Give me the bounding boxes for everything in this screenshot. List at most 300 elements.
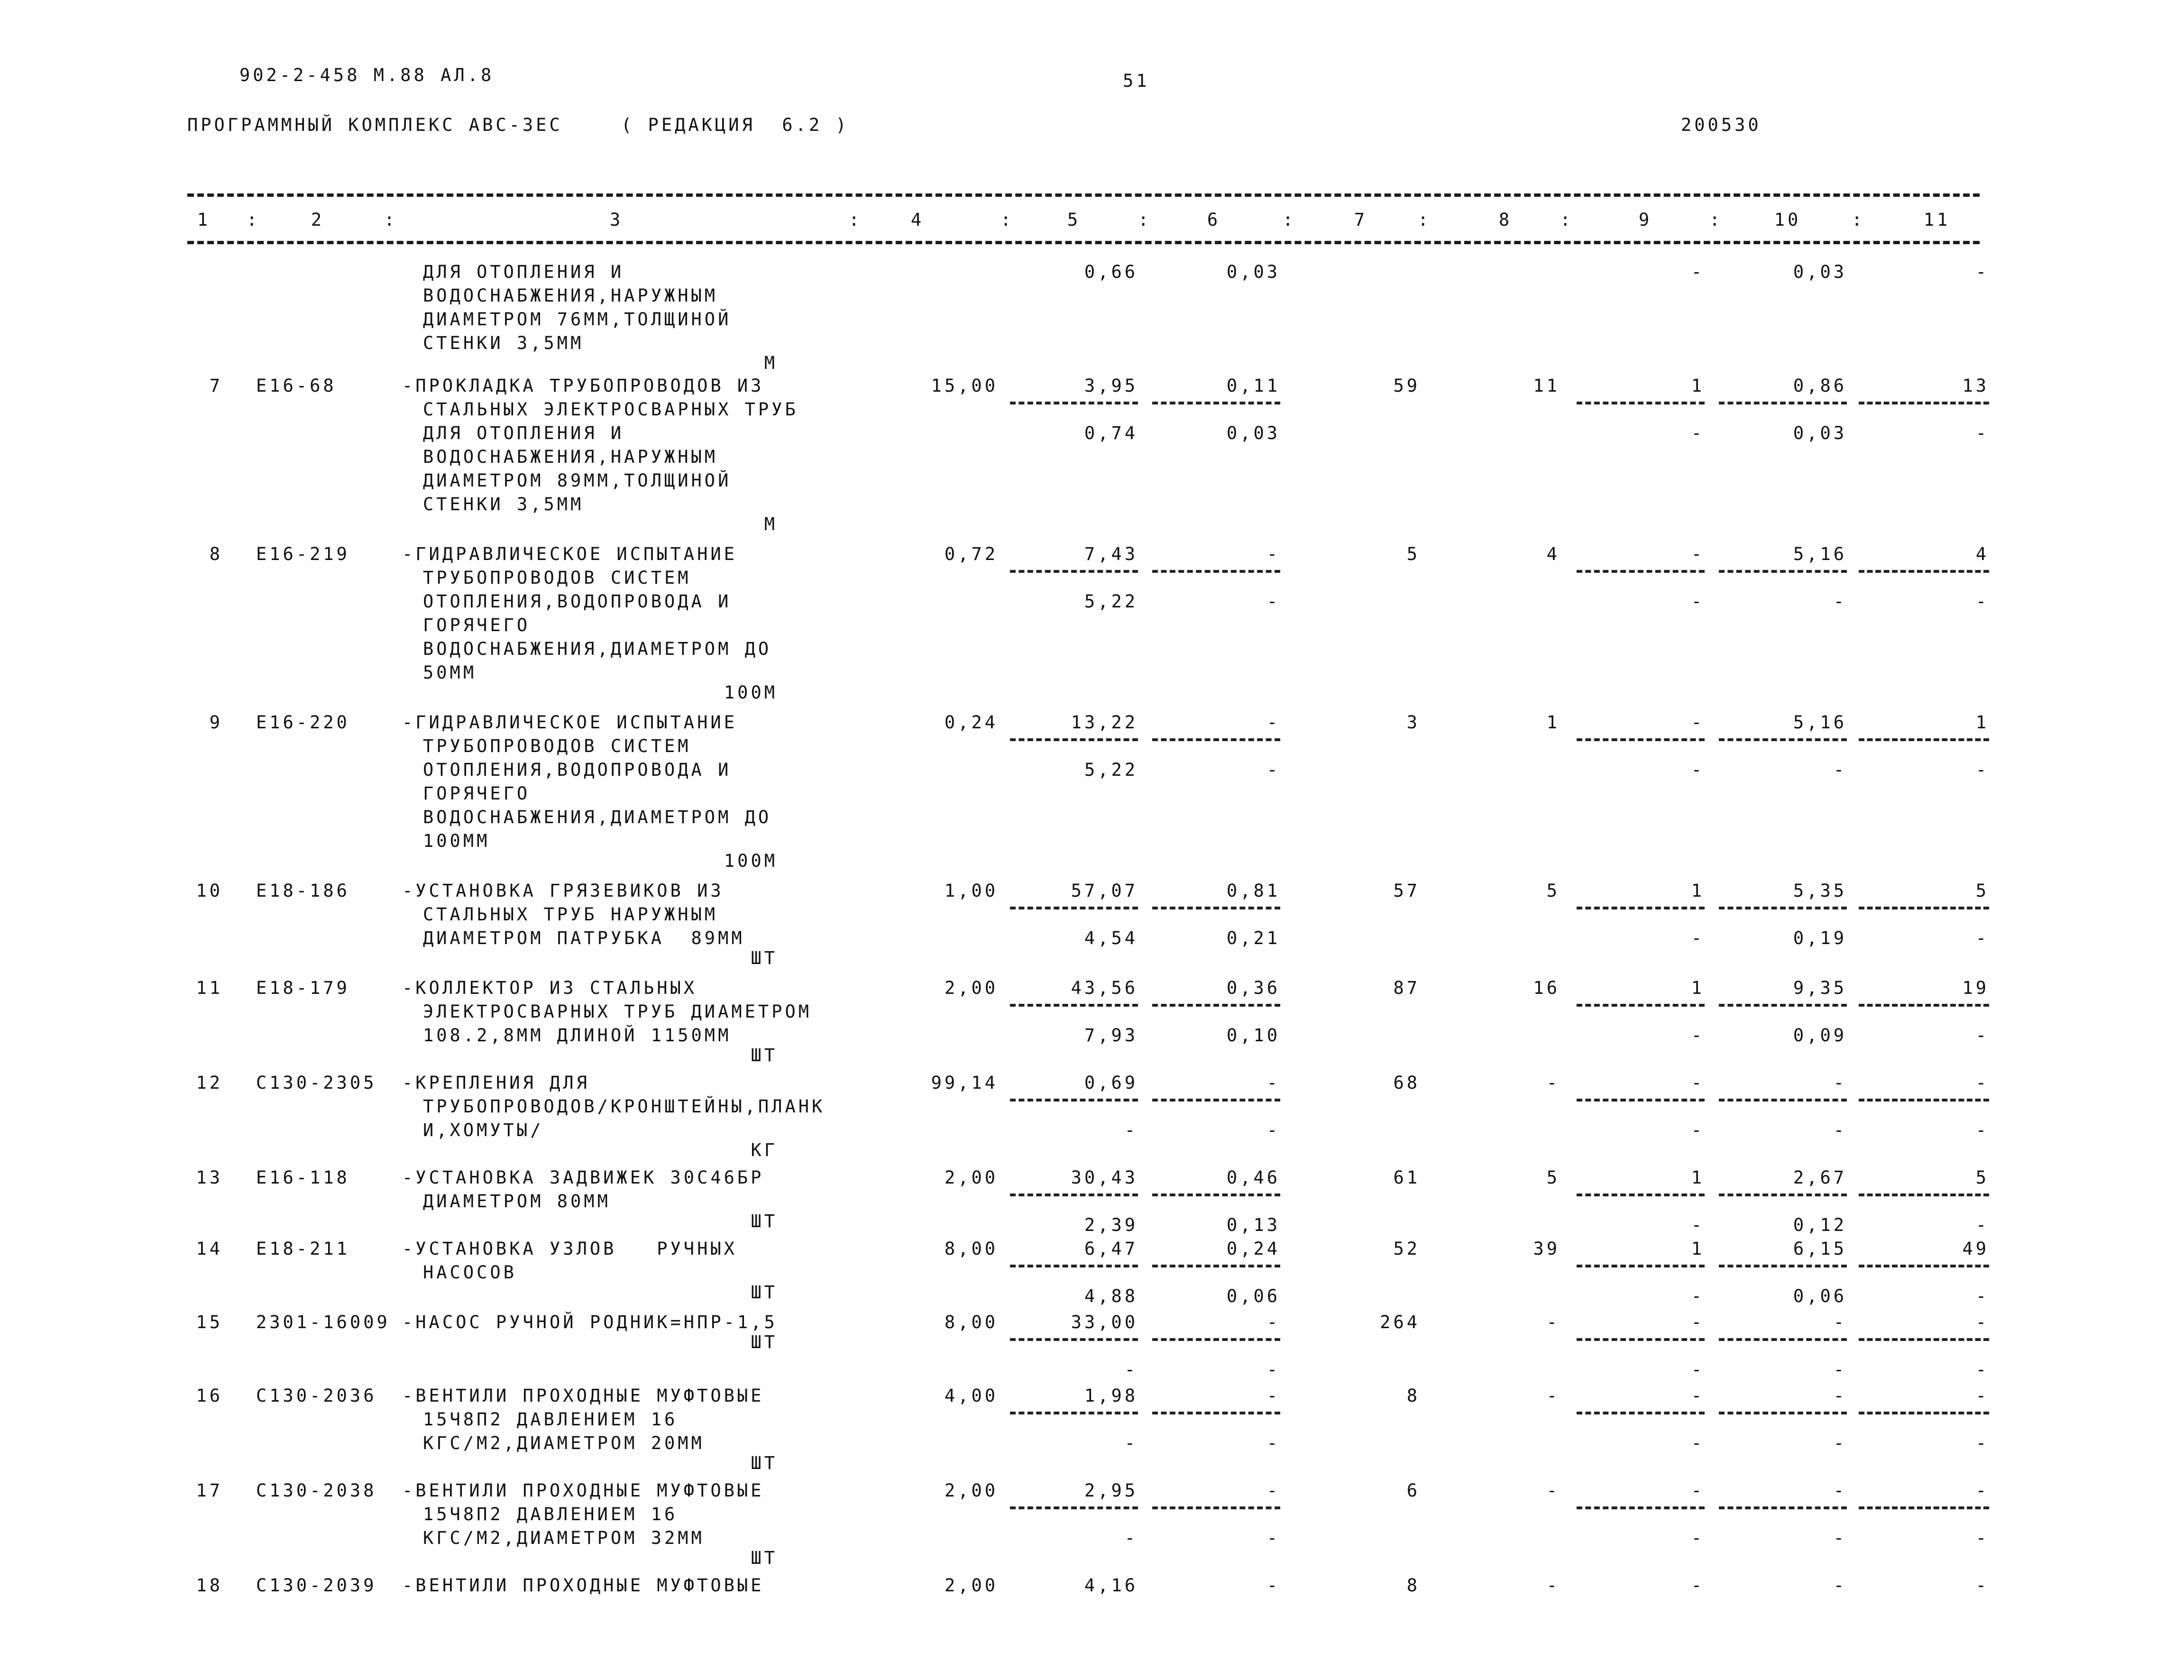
cell-divider [1577, 1193, 1705, 1196]
cell-divider [1010, 1338, 1138, 1341]
cell-divider [1152, 1338, 1280, 1341]
value-c5: 3,95 [1084, 376, 1138, 396]
row-number: 10 [196, 881, 223, 901]
value-c6b: - [1266, 1359, 1280, 1380]
quantity: 8,00 [944, 1239, 998, 1259]
description-line: 50ММ [423, 662, 477, 683]
cell-divider [1719, 1099, 1847, 1102]
description-line: -ВЕНТИЛИ ПРОХОДНЫЕ МУФТОВЫЕ [402, 1386, 764, 1406]
column-separator: : [247, 210, 260, 230]
value-c9: - [1691, 1073, 1705, 1093]
description-line: ТРУБОПРОВОДОВ СИСТЕМ [423, 736, 691, 756]
cell-divider [1152, 402, 1280, 404]
quantity: 2,00 [944, 1575, 998, 1596]
cell-divider [1859, 1265, 1989, 1267]
quantity: 8,00 [944, 1312, 998, 1332]
value-c10b: - [1833, 760, 1847, 780]
value-c8: - [1546, 1073, 1560, 1093]
value-c8: 5 [1546, 1167, 1560, 1188]
table-top-rule [187, 193, 1980, 197]
value-c11b: - [1975, 760, 1989, 780]
cell-divider [1719, 1265, 1847, 1267]
row-code: Е18-186 [256, 881, 350, 901]
value-c9b: - [1691, 1215, 1705, 1235]
row-code: Е16-219 [256, 544, 350, 564]
column-header-4: 4 [910, 210, 925, 230]
value-c5: 33,00 [1071, 1312, 1138, 1332]
value-c9b: - [1691, 423, 1705, 443]
description-line: ТРУБОПРОВОДОВ СИСТЕМ [423, 568, 691, 588]
value-c5b: 2,39 [1084, 1215, 1138, 1235]
value-c9b: - [1691, 1120, 1705, 1140]
cell-divider [1577, 738, 1705, 741]
value-c9: - [1691, 1312, 1705, 1332]
value-c5b: - [1124, 1359, 1138, 1380]
value-c8: 4 [1546, 544, 1560, 564]
cell-divider [1010, 1193, 1138, 1196]
quantity: 99,14 [931, 1073, 998, 1093]
description-line: -НАСОС РУЧНОЙ РОДНИК=НПР-1,5 [402, 1312, 778, 1332]
value-c10: 9,35 [1793, 978, 1847, 998]
cell-divider [1719, 1412, 1847, 1414]
cell-divider [1719, 570, 1847, 573]
cell-divider [1719, 1193, 1847, 1196]
cell-divider [1577, 1004, 1705, 1007]
description-line: ВОДОСНАБЖЕНИЯ,ДИАМЕТРОМ ДО [423, 807, 772, 827]
value-c5: 57,07 [1071, 881, 1138, 901]
column-separator: : [1852, 210, 1865, 230]
row-number: 15 [196, 1312, 223, 1332]
value-c10: 6,15 [1793, 1239, 1847, 1259]
cell-divider [1152, 1004, 1280, 1007]
cell-divider [1577, 402, 1705, 404]
cell-divider [1152, 907, 1280, 909]
unit-label: 100М [724, 682, 778, 703]
unit-label: ШТ [751, 1453, 778, 1473]
value-c6: - [1266, 1386, 1280, 1406]
value-c5b: 5,22 [1084, 760, 1138, 780]
value-c9: 1 [1691, 978, 1705, 998]
column-separator: : [849, 210, 863, 230]
value-c9: 1 [1691, 1167, 1705, 1188]
value-c11b: - [1975, 591, 1989, 612]
value-c11: - [1975, 1073, 1989, 1093]
value-c9: - [1691, 544, 1705, 564]
quantity: 2,00 [944, 1167, 998, 1188]
value-c6: 0,24 [1226, 1239, 1280, 1259]
value-c9b: - [1691, 760, 1705, 780]
table-header-rule [187, 241, 1980, 244]
value-c5b: 4,88 [1084, 1286, 1138, 1306]
description-line: ГОРЯЧЕГО [423, 615, 531, 635]
row-code: Е16-118 [256, 1167, 350, 1188]
description-line: 108.2,8ММ ДЛИНОЙ 1150ММ [423, 1025, 732, 1046]
unit-label: М [764, 514, 778, 534]
quantity: 0,72 [944, 544, 998, 564]
value-c8: 1 [1546, 712, 1560, 733]
description-line: ДЛЯ ОТОПЛЕНИЯ И [423, 262, 624, 282]
value-c9b: - [1691, 1359, 1705, 1380]
value-c5: 4,16 [1084, 1575, 1138, 1596]
cell-divider [1859, 1506, 1989, 1509]
value-c10b: - [1833, 1528, 1847, 1548]
value-c7: 8 [1406, 1386, 1420, 1406]
value-c9: 1 [1691, 881, 1705, 901]
value-c8: - [1546, 1480, 1560, 1501]
quantity: 15,00 [931, 376, 998, 396]
cell-divider [1152, 1265, 1280, 1267]
row-number: 7 [209, 376, 223, 396]
value-c7: 3 [1406, 712, 1420, 733]
row-number: 18 [196, 1575, 223, 1596]
value-c6: 0,11 [1226, 376, 1280, 396]
value-c11: 5 [1975, 1167, 1989, 1188]
row-code: Е16-68 [256, 376, 337, 396]
description-line: -УСТАНОВКА ГРЯЗЕВИКОВ ИЗ [402, 881, 724, 901]
value-c7: 264 [1380, 1312, 1420, 1332]
column-header-7: 7 [1354, 210, 1368, 230]
description-line: ГОРЯЧЕГО [423, 783, 531, 804]
row-code: С130-2305 [256, 1073, 377, 1093]
value-c6: 0,81 [1226, 881, 1280, 901]
description-line: -КОЛЛЕКТОР ИЗ СТАЛЬНЫХ [402, 978, 697, 998]
value-c11: 19 [1962, 978, 1989, 998]
column-separator: : [1418, 210, 1432, 230]
unit-label: ШТ [751, 948, 778, 968]
column-header-10: 10 [1774, 210, 1801, 230]
cell-divider [1010, 738, 1138, 741]
value-c6b: 0,21 [1226, 928, 1280, 948]
cell-divider [1152, 738, 1280, 741]
value-c8: 39 [1533, 1239, 1560, 1259]
value-c6b: 0,03 [1226, 423, 1280, 443]
program-name: ПРОГРАММНЫЙ КОМПЛЕКС АВС-3ЕС [187, 115, 563, 135]
description-line: ВОДОСНАБЖЕНИЯ,НАРУЖНЫМ [423, 285, 718, 306]
value-c11b: - [1975, 423, 1989, 443]
value-c10b: - [1833, 591, 1847, 612]
value-c9b: - [1691, 1025, 1705, 1046]
value-c7: 59 [1393, 376, 1420, 396]
value-c11: 4 [1975, 544, 1989, 564]
column-header-5: 5 [1067, 210, 1081, 230]
description-line: СТЕНКИ 3,5ММ [423, 333, 584, 353]
value-c5b: 7,93 [1084, 1025, 1138, 1046]
description-line: ВОДОСНАБЖЕНИЯ,НАРУЖНЫМ [423, 447, 718, 467]
description-line: 15Ч8П2 ДАВЛЕНИЕМ 16 [423, 1504, 678, 1524]
value-c6b: - [1266, 591, 1280, 612]
row-code: С130-2038 [256, 1480, 377, 1501]
value-c9: 1 [1691, 1239, 1705, 1259]
value-c9: - [1691, 712, 1705, 733]
cell-divider [1719, 1338, 1847, 1341]
cell-divider [1010, 1004, 1138, 1007]
cell-divider [1859, 1338, 1989, 1341]
value-c7: 87 [1393, 978, 1420, 998]
cell-divider [1577, 1265, 1705, 1267]
value-c5: 0,66 [1084, 262, 1138, 282]
description-line: -УСТАНОВКА ЗАДВИЖЕК 30С46БР [402, 1167, 764, 1188]
cell-divider [1577, 1338, 1705, 1341]
value-c6b: - [1266, 1528, 1280, 1548]
value-c10b: - [1833, 1433, 1847, 1453]
value-c11b: - [1975, 1215, 1989, 1235]
description-line: ТРУБОПРОВОДОВ/КРОНШТЕЙНЫ,ПЛАНК [423, 1096, 826, 1117]
description-line: -ПРОКЛАДКА ТРУБОПРОВОДОВ ИЗ [402, 376, 764, 396]
row-code: Е16-220 [256, 712, 350, 733]
description-line: ДИАМЕТРОМ 80ММ [423, 1191, 611, 1212]
row-code: Е18-179 [256, 978, 350, 998]
cell-divider [1010, 1506, 1138, 1509]
value-c11: - [1975, 1312, 1989, 1332]
value-c9b: - [1691, 928, 1705, 948]
column-header-11: 11 [1923, 210, 1951, 230]
cell-divider [1152, 1193, 1280, 1196]
description-line: -ГИДРАВЛИЧЕСКОЕ ИСПЫТАНИЕ [402, 712, 737, 733]
cell-divider [1859, 738, 1989, 741]
value-c5: 13,22 [1071, 712, 1138, 733]
program-edition: ( РЕДАКЦИЯ 6.2 ) [621, 115, 849, 135]
description-line: СТАЛЬНЫХ ЭЛЕКТРОСВАРНЫХ ТРУБ [423, 399, 798, 420]
value-c9: 1 [1691, 376, 1705, 396]
row-number: 16 [196, 1386, 223, 1406]
cell-divider [1719, 738, 1847, 741]
unit-label: М [764, 353, 778, 373]
description-line: ДИАМЕТРОМ 76ММ,ТОЛЩИНОЙ [423, 309, 732, 330]
unit-label: ШТ [751, 1332, 778, 1352]
column-separator: : [1560, 210, 1574, 230]
value-c8: - [1546, 1386, 1560, 1406]
value-c10: 5,16 [1793, 544, 1847, 564]
value-c6b: 0,13 [1226, 1215, 1280, 1235]
description-line: 100ММ [423, 831, 490, 851]
value-c11: 1 [1975, 712, 1989, 733]
cell-divider [1010, 1099, 1138, 1102]
value-c11b: - [1975, 1286, 1989, 1306]
value-c10: - [1833, 1480, 1847, 1501]
cell-divider [1859, 570, 1989, 573]
page-number: 51 [1123, 71, 1150, 91]
value-c6: - [1266, 712, 1280, 733]
value-c5b: - [1124, 1433, 1138, 1453]
value-c8: 16 [1533, 978, 1560, 998]
value-c5b: 4,54 [1084, 928, 1138, 948]
value-c10: - [1833, 1386, 1847, 1406]
value-c5: 0,69 [1084, 1073, 1138, 1093]
column-header-1: 1 [197, 210, 211, 230]
description-line: СТЕНКИ 3,5ММ [423, 494, 584, 514]
value-c5b: 5,22 [1084, 591, 1138, 612]
value-c11: - [1975, 262, 1989, 282]
row-number: 12 [196, 1073, 223, 1093]
value-c10: - [1833, 1575, 1847, 1596]
row-number: 8 [209, 544, 223, 564]
column-separator: : [1283, 210, 1296, 230]
cell-divider [1152, 1412, 1280, 1414]
unit-label: ШТ [751, 1548, 778, 1568]
value-c5: 30,43 [1071, 1167, 1138, 1188]
value-c8: 5 [1546, 881, 1560, 901]
value-c6: 0,03 [1226, 262, 1280, 282]
quantity: 1,00 [944, 881, 998, 901]
cell-divider [1010, 570, 1138, 573]
unit-label: 100М [724, 851, 778, 871]
description-line: ОТОПЛЕНИЯ,ВОДОПРОВОДА И [423, 760, 732, 780]
value-c8: 11 [1533, 376, 1560, 396]
description-line: -ВЕНТИЛИ ПРОХОДНЫЕ МУФТОВЫЕ [402, 1575, 764, 1596]
value-c9b: - [1691, 1433, 1705, 1453]
description-line: ДИАМЕТРОМ ПАТРУБКА 89ММ [423, 928, 745, 948]
cell-divider [1577, 1412, 1705, 1414]
description-line: ДЛЯ ОТОПЛЕНИЯ И [423, 423, 624, 443]
cell-divider [1577, 1099, 1705, 1102]
cell-divider [1719, 402, 1847, 404]
value-c6: - [1266, 544, 1280, 564]
value-c9b: - [1691, 1528, 1705, 1548]
value-c11b: - [1975, 1025, 1989, 1046]
cell-divider [1010, 1265, 1138, 1267]
quantity: 2,00 [944, 1480, 998, 1501]
column-separator: : [1709, 210, 1723, 230]
column-header-6: 6 [1207, 210, 1221, 230]
value-c6: - [1266, 1480, 1280, 1501]
cell-divider [1719, 1506, 1847, 1509]
row-number: 9 [209, 712, 223, 733]
value-c11: - [1975, 1575, 1989, 1596]
row-code: С130-2036 [256, 1386, 377, 1406]
description-line: -ВЕНТИЛИ ПРОХОДНЫЕ МУФТОВЫЕ [402, 1480, 764, 1501]
unit-label: ШТ [751, 1282, 778, 1303]
value-c6b: 0,10 [1226, 1025, 1280, 1046]
value-c11b: - [1975, 1433, 1989, 1453]
description-line: ЭЛЕКТРОСВАРНЫХ ТРУБ ДИАМЕТРОМ [423, 1001, 812, 1022]
cell-divider [1152, 570, 1280, 573]
description-line: ДИАМЕТРОМ 89ММ,ТОЛЩИНОЙ [423, 470, 732, 491]
row-number: 11 [196, 978, 223, 998]
cell-divider [1577, 907, 1705, 909]
description-line: КГС/М2,ДИАМЕТРОМ 20ММ [423, 1433, 705, 1453]
value-c9b: - [1691, 591, 1705, 612]
value-c11b: - [1975, 1528, 1989, 1548]
value-c6: - [1266, 1575, 1280, 1596]
value-c5: 43,56 [1071, 978, 1138, 998]
value-c9: - [1691, 1386, 1705, 1406]
quantity: 0,24 [944, 712, 998, 733]
value-c7: 61 [1393, 1167, 1420, 1188]
value-c10: - [1833, 1073, 1847, 1093]
value-c11: 5 [1975, 881, 1989, 901]
value-c10b: 0,19 [1793, 928, 1847, 948]
column-header-8: 8 [1498, 210, 1513, 230]
value-c5: 2,95 [1084, 1480, 1138, 1501]
value-c9: - [1691, 262, 1705, 282]
value-c5: 1,98 [1084, 1386, 1138, 1406]
value-c7: 8 [1406, 1575, 1420, 1596]
description-line: ВОДОСНАБЖЕНИЯ,ДИАМЕТРОМ ДО [423, 639, 772, 659]
cell-divider [1859, 907, 1989, 909]
column-header-9: 9 [1638, 210, 1652, 230]
cell-divider [1152, 1506, 1280, 1509]
value-c5: 6,47 [1084, 1239, 1138, 1259]
value-c10: 0,03 [1793, 262, 1847, 282]
unit-label: ШТ [751, 1045, 778, 1065]
value-c9b: - [1691, 1286, 1705, 1306]
unit-label: ШТ [751, 1211, 778, 1231]
value-c6b: 0,06 [1226, 1286, 1280, 1306]
cell-divider [1010, 402, 1138, 404]
value-c6b: - [1266, 1433, 1280, 1453]
cell-divider [1859, 1004, 1989, 1007]
value-c6: - [1266, 1073, 1280, 1093]
cell-divider [1859, 1412, 1989, 1414]
document-code: 902-2-458 М.88 АЛ.8 [239, 65, 495, 85]
value-c9: - [1691, 1480, 1705, 1501]
row-code: 2301-16009 [256, 1312, 390, 1332]
description-line: -УСТАНОВКА УЗЛОВ РУЧНЫХ [402, 1239, 737, 1259]
value-c10b: 0,06 [1793, 1286, 1847, 1306]
cell-divider [1577, 570, 1705, 573]
value-c5b: 0,74 [1084, 423, 1138, 443]
value-c9: - [1691, 1575, 1705, 1596]
column-header-3: 3 [609, 210, 624, 230]
column-header-2: 2 [311, 210, 325, 230]
row-number: 14 [196, 1239, 223, 1259]
value-c10b: - [1833, 1120, 1847, 1140]
cell-divider [1859, 402, 1989, 404]
row-code: С130-2039 [256, 1575, 377, 1596]
column-separator: : [1138, 210, 1152, 230]
column-separator: : [1000, 210, 1014, 230]
value-c6b: - [1266, 760, 1280, 780]
value-c11b: - [1975, 928, 1989, 948]
description-line: СТАЛЬНЫХ ТРУБ НАРУЖНЫМ [423, 904, 718, 925]
cell-divider [1152, 1099, 1280, 1102]
value-c10: - [1833, 1312, 1847, 1332]
value-c7: 5 [1406, 544, 1420, 564]
row-code: Е18-211 [256, 1239, 350, 1259]
object-code: 200530 [1681, 115, 1762, 135]
value-c10: 0,86 [1793, 376, 1847, 396]
value-c10: 5,35 [1793, 881, 1847, 901]
quantity: 2,00 [944, 978, 998, 998]
value-c11b: - [1975, 1359, 1989, 1380]
description-line: НАСОСОВ [423, 1262, 517, 1283]
value-c10b: 0,03 [1793, 423, 1847, 443]
value-c6: 0,46 [1226, 1167, 1280, 1188]
value-c11: 49 [1962, 1239, 1989, 1259]
cell-divider [1719, 907, 1847, 909]
value-c10: 2,67 [1793, 1167, 1847, 1188]
value-c6: - [1266, 1312, 1280, 1332]
cell-divider [1859, 1099, 1989, 1102]
cell-divider [1859, 1193, 1989, 1196]
value-c11: 13 [1962, 376, 1989, 396]
value-c8: - [1546, 1312, 1560, 1332]
value-c5: 7,43 [1084, 544, 1138, 564]
cell-divider [1577, 1506, 1705, 1509]
value-c10: 5,16 [1793, 712, 1847, 733]
description-line: 15Ч8П2 ДАВЛЕНИЕМ 16 [423, 1409, 678, 1430]
column-separator: : [384, 210, 398, 230]
value-c6b: - [1266, 1120, 1280, 1140]
value-c10b: - [1833, 1359, 1847, 1380]
value-c7: 68 [1393, 1073, 1420, 1093]
value-c8: - [1546, 1575, 1560, 1596]
description-line: КГС/М2,ДИАМЕТРОМ 32ММ [423, 1528, 705, 1548]
value-c10b: 0,12 [1793, 1215, 1847, 1235]
description-line: ОТОПЛЕНИЯ,ВОДОПРОВОДА И [423, 591, 732, 612]
cell-divider [1010, 1412, 1138, 1414]
cell-divider [1719, 1004, 1847, 1007]
